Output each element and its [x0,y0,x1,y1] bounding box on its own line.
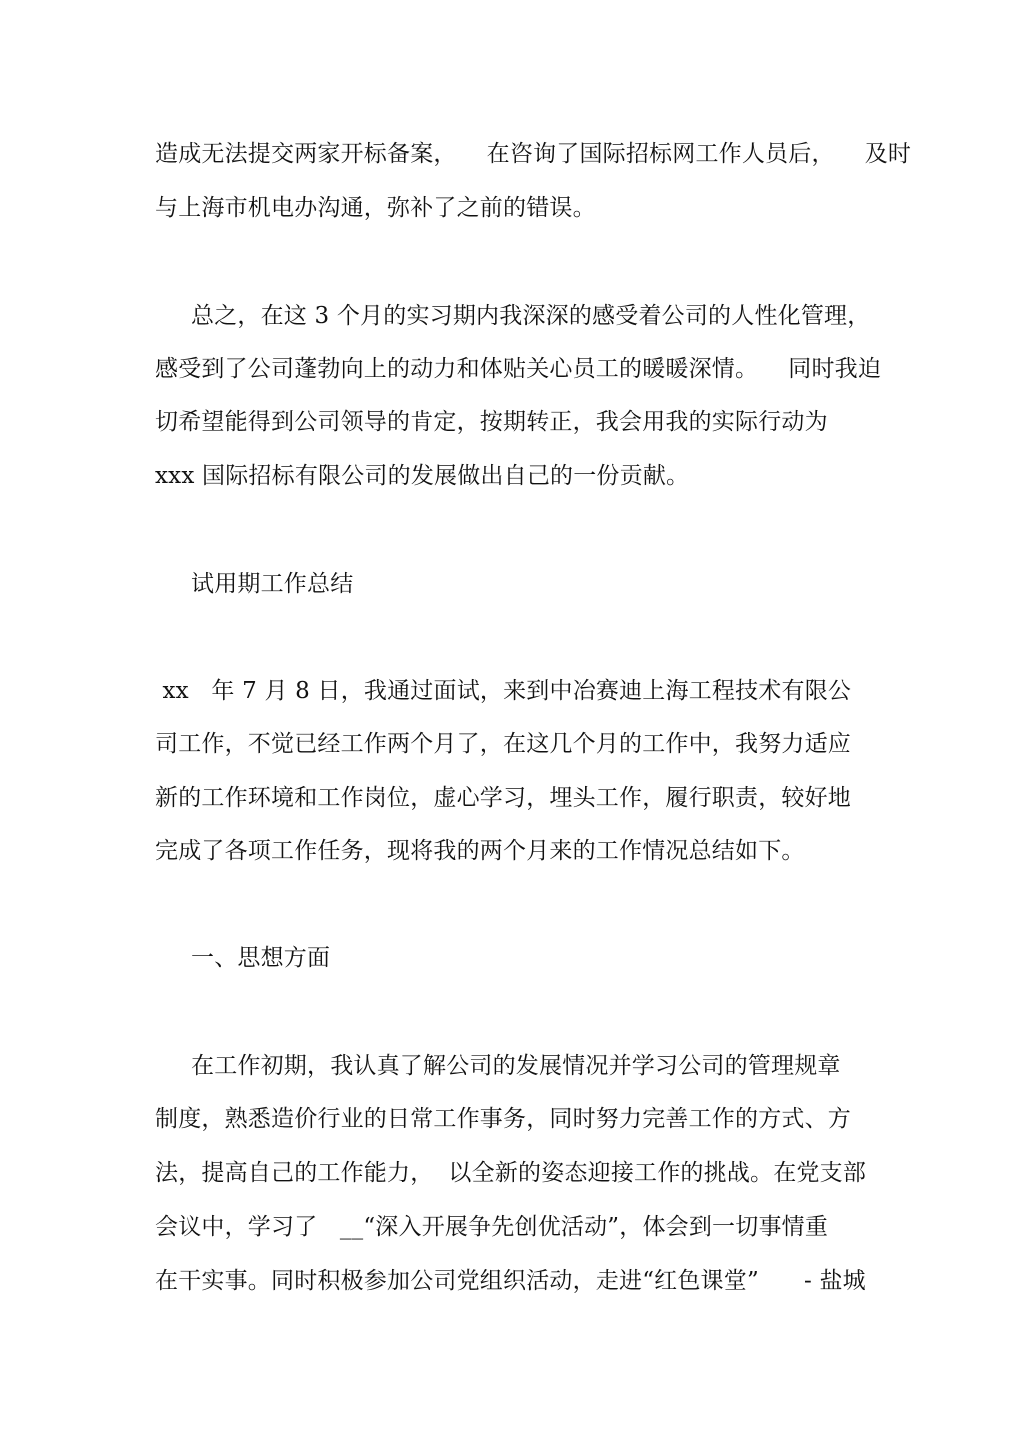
paragraph-line: xxx 国际招标有限公司的发展做出自己的一份贡献。 [155,463,690,489]
paragraph-line: 司工作，不觉已经工作两个月了，在这几个月的工作中，我努力适应 [155,731,851,757]
paragraph-line: 总之，在这 3 个月的实习期内我深深的感受着公司的人性化管理， [191,303,871,329]
section-heading: 试用期工作总结 [191,571,354,597]
paragraph-line: 制度，熟悉造价行业的日常工作事务，同时努力完善工作的方式、方 [155,1106,851,1132]
paragraph-line: xx 年 7 月 8 日，我通过面试，来到中冶赛迪上海工程技术有限公 [155,678,852,704]
paragraph-line: 完成了各项工作任务，现将我的两个月来的工作情况总结如下。 [155,838,805,864]
paragraph-line: 在干实事。同时积极参加公司党组织活动，走进“红色课堂” - 盐城 [155,1268,866,1294]
paragraph-line: 切希望能得到公司领导的肯定，按期转正，我会用我的实际行动为 [155,409,828,435]
section-heading: 一、思想方面 [191,945,331,971]
paragraph-line: 会议中，学习了 __“深入开展争先创优活动”，体会到一切事情重 [155,1214,829,1240]
paragraph-line: 与上海市机电办沟通，弥补了之前的错误。 [155,195,596,221]
paragraph-line: 法，提高自己的工作能力， 以全新的姿态迎接工作的挑战。在党支部 [155,1160,867,1186]
paragraph-line: 新的工作环境和工作岗位，虚心学习，埋头工作，履行职责，较好地 [155,785,851,811]
paragraph-line: 感受到了公司蓬勃向上的动力和体贴关心员工的暖暖深情。 同时我迫 [155,356,882,382]
paragraph-line: 在工作初期，我认真了解公司的发展情况并学习公司的管理规章 [191,1053,841,1079]
paragraph-line: 造成无法提交两家开标备案， 在咨询了国际招标网工作人员后， 及时 [155,141,912,167]
